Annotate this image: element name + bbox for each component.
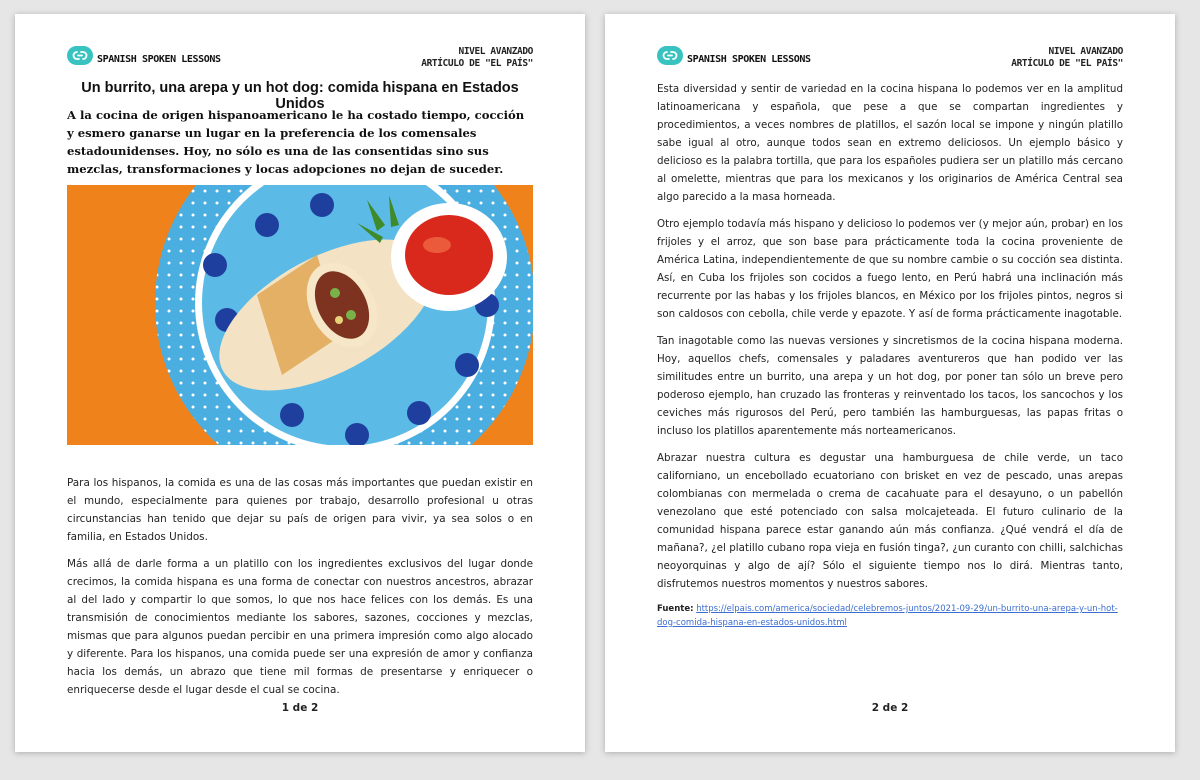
paragraph: Otro ejemplo todavía más hispano y delicioso lo podemos ver (y mejor aún, probar) en los frijoles y el arroz, que son base para prácticamente toda la cocina proveniente de América Latina, independientemente de que su nombre cambie o su cocción sea distinta. Así, en Cuba los frijoles son cocidos a fuego lento, en Perú habrá una inclinación más recurrente por las habas y los frijoles blancos, en México por los frijoles pintos, negros si son caldosos con cebolla, chile verde y epazote. Y así de forma prácticamente inagotable.	[657, 218, 1123, 320]
page-2-body	[657, 80, 1123, 630]
brand-logo	[657, 46, 811, 65]
level-block	[421, 46, 533, 70]
brand-logo	[67, 46, 221, 65]
article-label: ARTÍCULO DE "EL PAÍS"	[1011, 58, 1123, 69]
source-label: Fuente:	[657, 604, 694, 614]
source-link[interactable]: https://elpais.com/america/sociedad/celebremos-juntos/2021-09-29/un-burrito-una-arepa-y-un-hot-dog-comida-hispana-en-estados-unidos.html	[657, 604, 1118, 628]
paragraph: Tan inagotable como las nuevas versiones y sincretismos de la cocina hispana moderna. Hoy, aquellos chefs, comensales y paladares aventureros que han podido ver las similitudes entre un burrito, una arepa y un hot dog, por poner tan sólo un breve pero poderoso ejemplo, han cruzado las fronteras y reinventado los tacos, los sancochos y los ceviches más rigurosos del Perú, pero también las hamburguesas, las papas fritas o incluso los platillos aparentemente más norteamericanos.	[657, 335, 1123, 437]
brand-name: SPANISH SPOKEN LESSONS	[687, 54, 811, 65]
level-label: NIVEL AVANZADO	[458, 46, 533, 57]
paragraph: Más allá de darle forma a un platillo con los ingredientes exclusivos del lugar donde crecimos, la comida hispana es una forma de conectar con nuestros ancestros, abrazar al del lado y compartir lo que somos, lo que nos hace felices con los demás. Es una transmisión de conocimientos mediante los sabores, sazones, cocciones y mezclas, mismas que para algunos puedan percibir en una primera impresión como algo alocado y diferente. Para los hispanos, una comida puede ser una expresión de amor y confianza hacia los demás, un abrazo que tiene mil formas de presentarse y enriquecer o enriquecerse desde el lugar desde el cual se cocina.	[67, 558, 533, 696]
article-label: ARTÍCULO DE "EL PAÍS"	[421, 58, 533, 69]
page-number: 2 de 2	[871, 702, 909, 714]
paragraph: Esta diversidad y sentir de variedad en la cocina hispana lo podemos ver en la amplitud latinoamericana y española, que pese a que se compartan ingredientes y procedimientos, a veces nombres de platillos, el sazón local se impone y ningún platillo sabe igual al otro, aunque todos sean en extremo deliciosos. Un ejemplo básico y delicioso es la palabra tortilla, que para los españoles pudiera ser un platillo más cercano al omelette, mientras que para los mexicanos y los originarios de América Central sea algo parecido a la masa horneada.	[657, 83, 1123, 203]
article-lead: A la cocina de origen hispanoamericano le ha costado tiempo, cocción y esmero ganarse un lugar en la preferencia de los comensales estadounidenses. Hoy, no sólo es una de las consentidas sino sus mezclas, transformaciones y locas adopciones no dejan de suceder.	[67, 108, 525, 176]
paragraph: Abrazar nuestra cultura es degustar una hamburguesa de chile verde, un taco californiano, un encebollado ecuatoriano con brisket en vez de pescado, unas arepas colombianas con mermelada o crema de cacahuate para el desayuno, o un pabellón venezolano que esté potenciado con salsa molcajeteada. El futuro culinario de la comunidad hispana parece estar ganando aún más confianza. ¿Qué vendrá el día de mañana?, ¿el platillo cubano ropa vieja en fusión tinga?, ¿un curanto con chilli, salchichas neoyorquinas y algo de ají? Sólo el siguiente tiempo nos lo dirá. Mientras tanto, disfrutemos nuestros momentos y nuestros sabores.	[657, 452, 1123, 590]
page-1-body	[67, 474, 533, 708]
page-header	[657, 46, 1123, 72]
source-citation	[657, 602, 1123, 630]
paragraph: Para los hispanos, la comida es una de las cosas más importantes que puedan existir en el mundo, especialmente para quienes por trabajo, desarrollo profesional u otras circunstancias han tenido que dejar su país de origen para vivir, ya sea solos o en familia, en Estados Unidos.	[67, 477, 533, 543]
level-block	[1011, 46, 1123, 70]
article-title: Un burrito, una arepa y un hot dog: comida hispana en Estados Unidos	[81, 80, 519, 112]
level-label: NIVEL AVANZADO	[1048, 46, 1123, 57]
page-number: 1 de 2	[281, 702, 319, 714]
speech-bubble-link-icon	[67, 46, 93, 65]
brand-name: SPANISH SPOKEN LESSONS	[97, 54, 221, 65]
burrito-photo	[67, 185, 533, 445]
page-header	[67, 46, 533, 72]
page-1	[15, 14, 585, 752]
page-2	[605, 14, 1175, 752]
speech-bubble-link-icon	[657, 46, 683, 65]
